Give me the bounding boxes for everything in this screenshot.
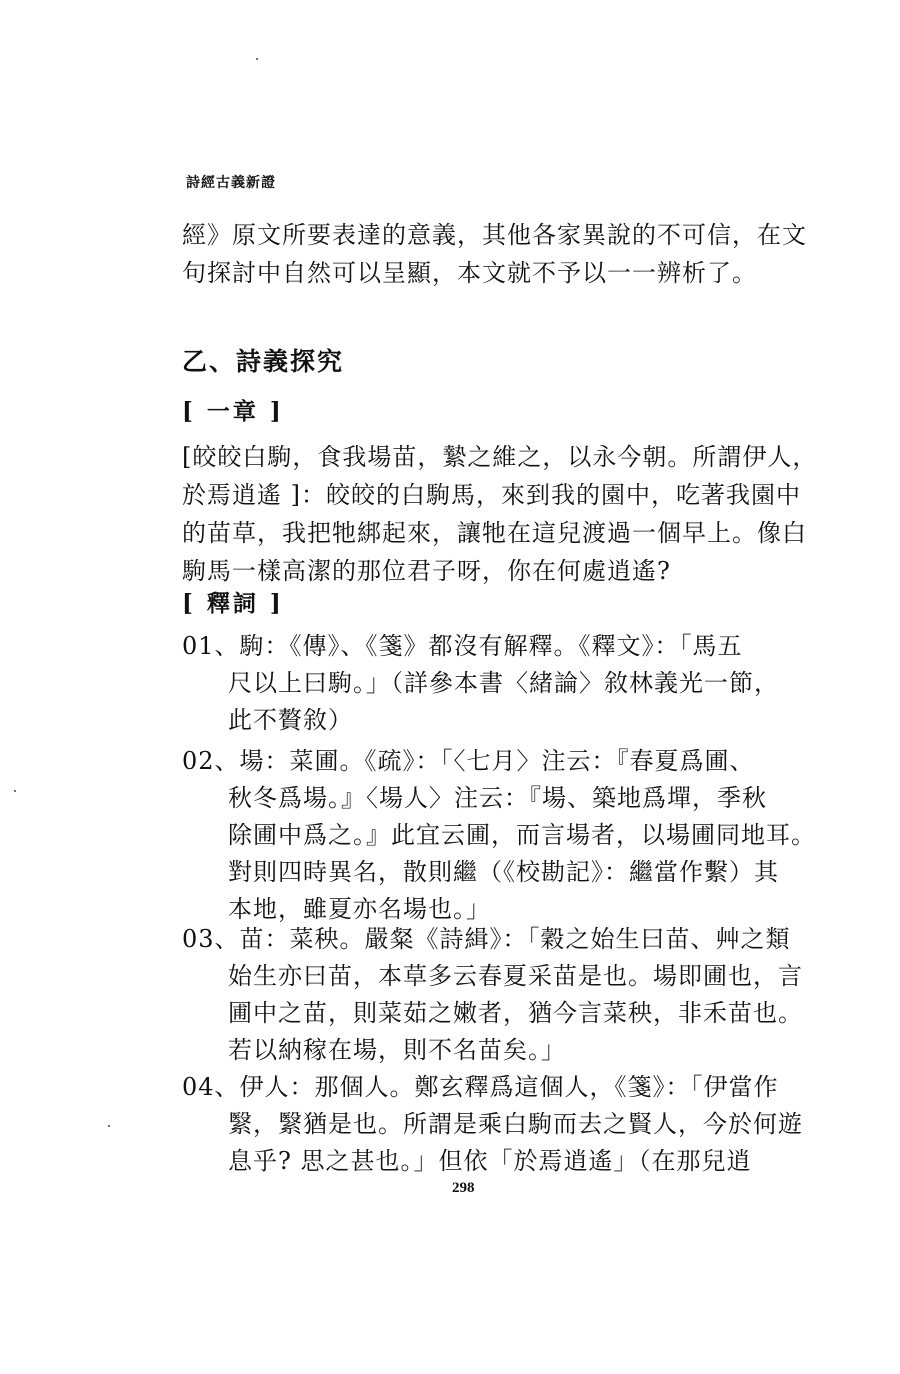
term-line: 息乎? 思之甚也。」但依「於焉逍遙」（在那兒逍 xyxy=(228,1147,752,1175)
term-line: 繄，繄猶是也。所謂是乘白駒而去之賢人，今於何遊 xyxy=(228,1110,803,1138)
term-line: 01、駒：《傳》、《箋》都沒有解釋。《釋文》：「馬五 xyxy=(182,632,743,660)
chapter-label: [ 一章 ] xyxy=(182,398,284,425)
term-line: 本地，雖夏亦名場也。」 xyxy=(228,895,491,923)
intro-paragraph xyxy=(182,216,807,292)
term-line: 圃中之苗，則菜茹之嫩者，猶今言菜秧，非禾苗也。 xyxy=(228,999,803,1027)
scan-speck xyxy=(256,58,258,60)
term-line: 03、苗：菜秧。嚴粲《詩緝》：「穀之始生曰苗、艸之類 xyxy=(182,925,791,953)
term-line: 始生亦曰苗，本草多云春夏采苗是也。場即圃也，言 xyxy=(228,962,803,990)
verse-line: 的苗草，我把牠綁起來，讓牠在這兒渡過一個早上。像白 xyxy=(182,519,807,547)
page-number: 298 xyxy=(452,1180,475,1196)
verse-line: [皎皎白駒，食我場苗，縶之維之，以永今朝。所謂伊人， xyxy=(182,443,818,471)
term-line: 尺以上曰駒。」（詳參本書〈緒論〉敘林義光一節， xyxy=(228,669,779,697)
term-line: 對則四時異名，散則繼（《校勘記》：繼當作繫）其 xyxy=(228,858,779,886)
section-title: 乙、詩義探究 xyxy=(182,347,345,376)
terms-label: [ 釋詞 ] xyxy=(182,590,284,617)
term-line: 若以納稼在場，則不名苗矣。」 xyxy=(228,1036,566,1064)
intro-line: 句探討中自然可以呈顯，本文就不予以一一辨析了。 xyxy=(182,259,757,287)
term-line: 秋冬爲場。』〈場人〉注云：『場、築地爲墠，季秋 xyxy=(228,784,767,812)
term-line: 此不贅敘） xyxy=(228,706,353,734)
verse-paragraph xyxy=(182,438,818,590)
scan-speck xyxy=(14,790,16,792)
term-line: 02、場：菜圃。《疏》：「〈七月〉注云：『春夏爲圃、 xyxy=(182,747,755,775)
intro-line: 經》原文所要表達的意義，其他各家異說的不可信，在文 xyxy=(182,221,807,249)
verse-line: 於焉逍遙 ]：皎皎的白駒馬，來到我的園中，吃著我園中 xyxy=(182,481,801,509)
running-head: 詩經古義新證 xyxy=(186,175,276,191)
verse-line: 駒馬一樣高潔的那位君子呀，你在何處逍遙? xyxy=(182,557,671,585)
scan-speck xyxy=(108,1125,110,1127)
term-line: 04、伊人：那個人。鄭玄釋爲這個人，《箋》：「伊當作 xyxy=(182,1073,779,1101)
term-line: 除圃中爲之。』此宜云圃，而言場者，以場圃同地耳。 xyxy=(228,821,816,849)
